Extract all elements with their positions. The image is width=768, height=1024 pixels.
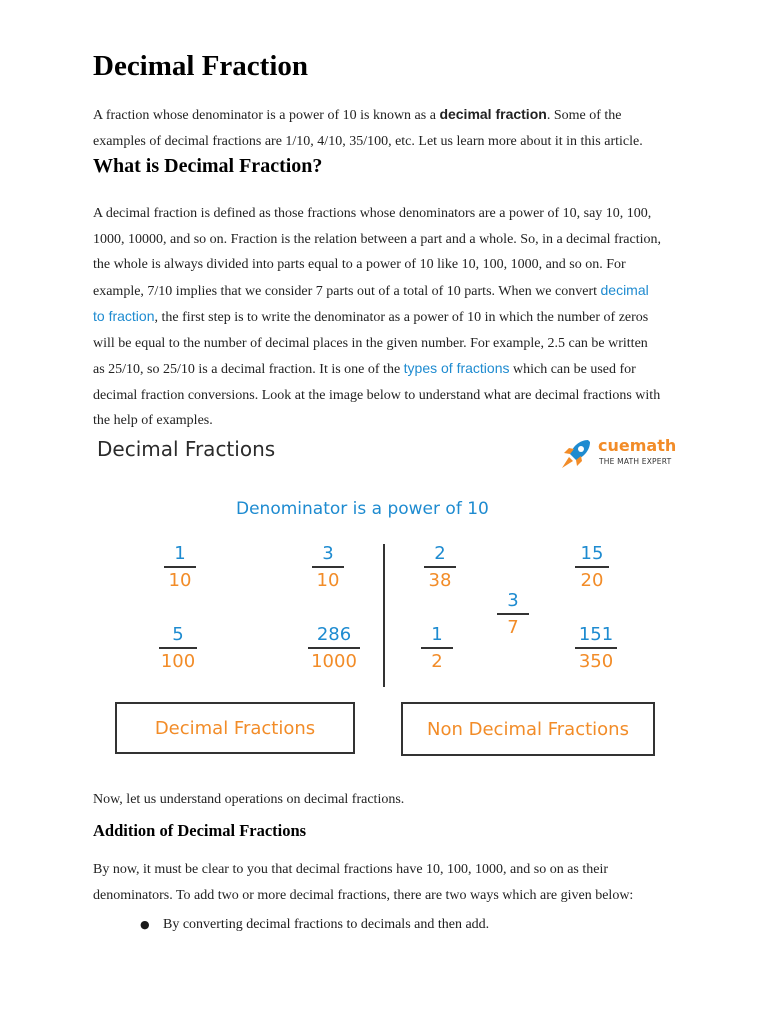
fraction-1-10: [140, 543, 220, 592]
body-line: the whole is always divided into parts equal to a power of 10 like 10, 100, 1000, and so on. For: [93, 257, 626, 272]
body-line: will be equal to the number of decimal places in the given number. For example, 2.5 can be written: [93, 335, 648, 351]
section-heading: What is Decimal Fraction?: [93, 155, 323, 177]
fraction-bar: [424, 566, 456, 568]
fraction-286-1000: [294, 624, 374, 673]
logo-wordmark: cuemath: [598, 436, 677, 455]
addition-line: By now, it must be clear to you that decimal fractions have 10, 100, 1000, and so on as their: [93, 862, 609, 877]
list-item: [93, 914, 489, 936]
addition-line: denominators. To add two or more decimal fractions, there are two ways which are given below:: [93, 887, 634, 903]
body-line: 1000, 10000, and so on. Fraction is the relation between a part and a whole. So, in a decimal fraction,: [93, 231, 662, 247]
definition-paragraph: [93, 201, 661, 434]
numerator: 1: [174, 543, 186, 564]
logo-tagline: THE MATH EXPERT: [599, 457, 672, 466]
decimal-fractions-infographic: [90, 430, 690, 770]
infographic-title: Decimal Fractions: [97, 437, 276, 461]
intro-text: A fraction whose denominator is a power of 10 is known as a: [93, 108, 440, 123]
types-of-fractions-link[interactable]: types of fractions: [403, 360, 510, 376]
numerator: 15: [580, 543, 604, 564]
denominator: 2: [431, 650, 443, 672]
denominator: 350: [578, 650, 614, 672]
denominator: 20: [580, 569, 604, 591]
vertical-divider: [383, 544, 385, 687]
fraction-bar: [308, 647, 360, 649]
intro-bold-term: decimal fraction: [439, 106, 547, 122]
page-title: Decimal Fraction: [93, 50, 309, 82]
denominator: 100: [160, 650, 196, 672]
fraction-15-20: [552, 543, 632, 592]
after-figure-text: Now, let us understand operations on decimal fractions.: [93, 792, 405, 807]
denominator: 10: [316, 569, 340, 591]
numerator: 1: [431, 624, 443, 645]
body-line: decimal fraction conversions. Look at the image below to understand what are decimal fractions with: [93, 387, 661, 403]
fraction-3-10: [288, 543, 368, 592]
body-line: A decimal fraction is defined as those fractions whose denominators are a power of 10, say 10, 100,: [93, 206, 652, 221]
numerator: 3: [322, 543, 334, 564]
intro-text-line2: examples of decimal fractions are 1/10, 4/10, 35/100, etc. Let us learn more about it in this article.: [93, 133, 643, 149]
numerator: 5: [172, 624, 184, 645]
fraction-151-350: [556, 624, 636, 673]
intro-text-end: . Some of the: [546, 108, 622, 123]
fraction-bar: [497, 613, 529, 615]
denominator: 10: [168, 569, 192, 591]
fraction-bar: [159, 647, 197, 649]
numerator: 3: [507, 590, 519, 611]
non-decimal-fractions-box: Non Decimal Fractions: [401, 702, 655, 756]
bullet-icon: ●: [140, 918, 150, 931]
decimal-to-fraction-link-cont[interactable]: to fraction: [93, 308, 155, 324]
addition-paragraph: [93, 857, 633, 908]
body-line: which can be used for: [509, 362, 636, 377]
numerator: 151: [578, 624, 614, 645]
infographic-subtitle: Denominator is a power of 10: [236, 499, 489, 519]
cuemath-logo: [558, 436, 678, 472]
fraction-bar: [575, 566, 609, 568]
rocket-icon: [558, 436, 594, 472]
list-item-text: By converting decimal fractions to decimals and then add.: [163, 917, 490, 932]
body-line: , the first step is to write the denominator as a power of 10 in which the number of zeros: [154, 310, 649, 325]
numerator: 2: [434, 543, 446, 564]
fraction-3-7: [473, 590, 553, 639]
intro-paragraph: [93, 102, 643, 154]
denominator: 38: [428, 569, 452, 591]
fraction-bar: [312, 566, 344, 568]
fraction-2-38: [400, 543, 480, 592]
addition-methods-list: [93, 914, 489, 936]
numerator: 286: [316, 624, 352, 645]
fraction-bar: [164, 566, 196, 568]
fraction-5-100: [138, 624, 218, 673]
denominator: 1000: [311, 650, 357, 672]
addition-heading: Addition of Decimal Fractions: [93, 821, 307, 840]
denominator: 7: [507, 616, 519, 638]
fraction-bar: [421, 647, 453, 649]
decimal-fractions-box: Decimal Fractions: [115, 702, 355, 754]
body-line: as 25/10, so 25/10 is a decimal fraction. It is one of the: [93, 362, 404, 377]
body-line: the help of examples.: [93, 413, 213, 428]
fraction-bar: [575, 647, 617, 649]
fraction-1-2: [397, 624, 477, 673]
body-line: example, 7/10 implies that we consider 7 parts out of a total of 10 parts. When we convert: [93, 283, 601, 299]
decimal-to-fraction-link[interactable]: decimal: [600, 281, 649, 298]
